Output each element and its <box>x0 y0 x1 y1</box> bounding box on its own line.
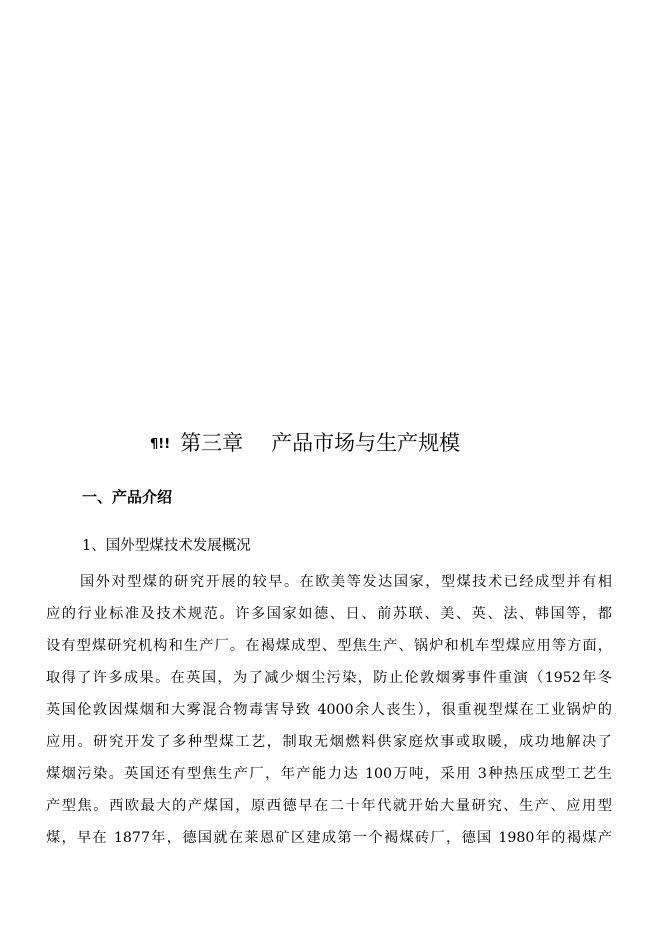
paragraph-line: 设有型煤研究机构和生产厂。在褐煤成型、型焦生产、锅炉和机车型煤应用等方面， <box>46 638 612 654</box>
paragraph-line: 应的行业标准及技术规范。许多国家如德、日、前苏联、美、英、法、韩国等，都 <box>46 606 612 622</box>
paragraph-line: 产型焦。西欧最大的产煤国，原西德早在二十年代就开始大量研究、生产、应用型 <box>46 798 612 814</box>
paragraph-line: 取得了许多成果。在英国，为了减少烟尘污染，防止伦敦烟雾事件重演（1952年冬 <box>46 670 612 686</box>
chapter-title <box>150 426 570 460</box>
paragraph-mark: ¶!! <box>150 437 171 452</box>
chapter-label: 第三章 <box>180 431 244 455</box>
subsection-heading: 1、国外型煤技术发展概况 <box>82 538 251 554</box>
paragraph-line: 煤，早在 1877年，德国就在莱恩矿区建成第一个褐煤砖厂，德国 1980年的褐煤产 <box>46 830 612 846</box>
chapter-name: 产品市场与生产规模 <box>271 431 461 455</box>
paragraph-line: 煤烟污染。英国还有型焦生产厂，年产能力达 100万吨，采用 3种热压成型工艺生 <box>46 766 612 782</box>
paragraph-line: 英国伦敦因煤烟和大雾混合物毒害导致 4000余人丧生），很重视型煤在工业锅炉的 <box>46 702 612 718</box>
paragraph-line: 国外对型煤的研究开展的较早。在欧美等发达国家，型煤技术已经成型并有相 <box>80 574 612 590</box>
section-heading: 一、产品介绍 <box>82 488 173 506</box>
paragraph-line: 应用。研究开发了多种型煤工艺，制取无烟燃料供家庭炊事或取暖，成功地解决了 <box>46 734 612 750</box>
